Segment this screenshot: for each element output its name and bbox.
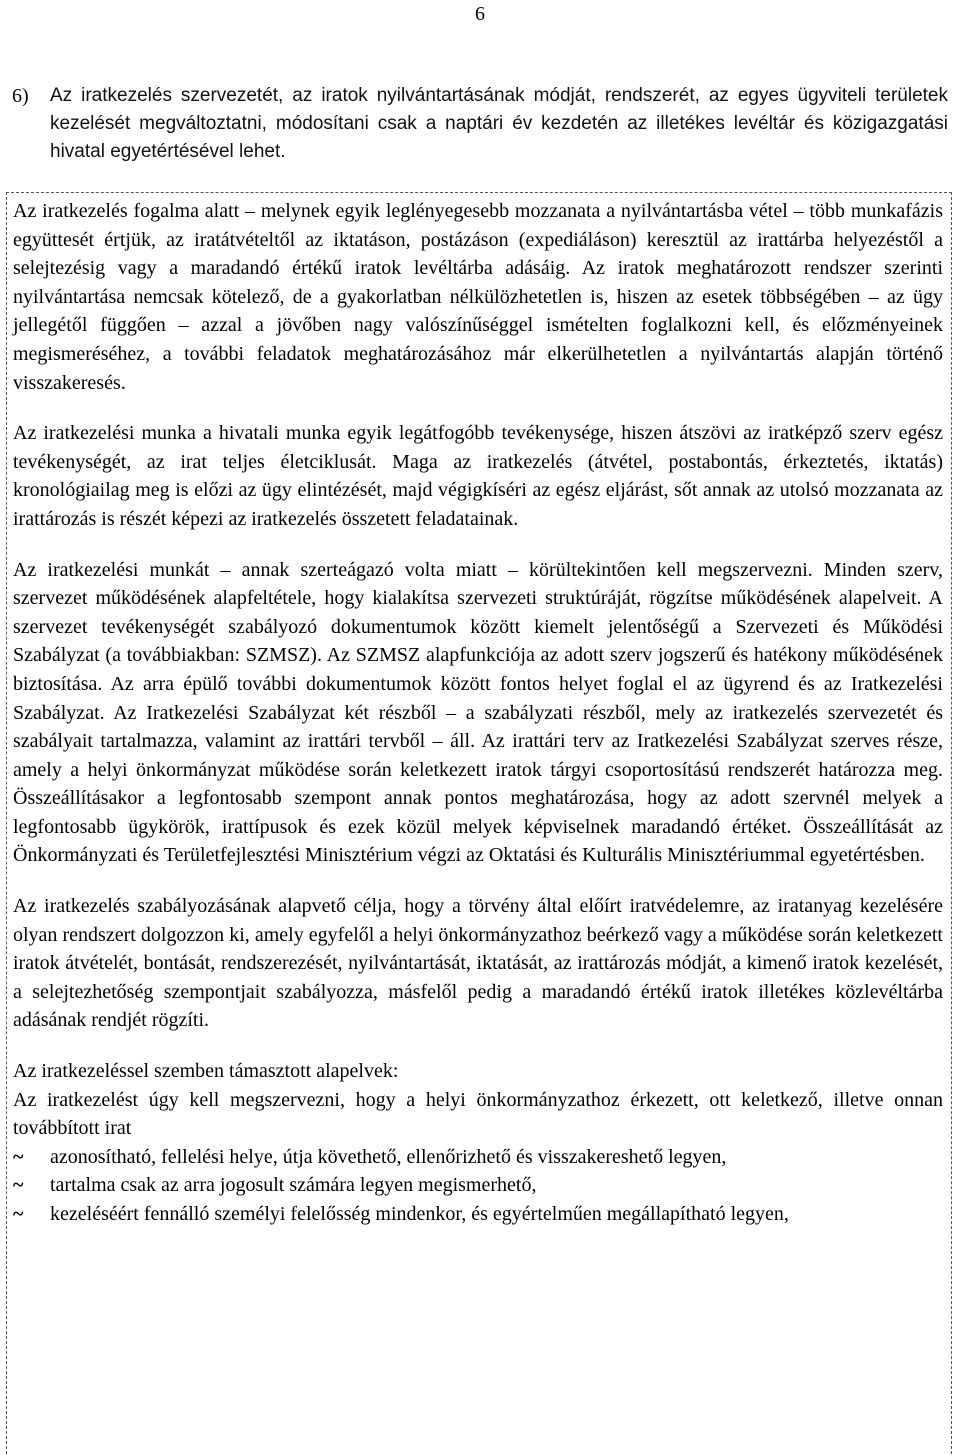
- list-item-text: kezeléséért fennálló személyi felelősség mindenkor, és egyértelműen megállapítható legyen,: [50, 1203, 789, 1225]
- dashed-text-box: [6, 192, 952, 1454]
- principles-heading: Az iratkezeléssel szemben támasztott alapelvek:: [13, 1060, 399, 1083]
- list-item: [13, 1171, 943, 1200]
- paragraph-szabalyozas-celja: Az iratkezelés szabályozásának alapvető célja, hogy a törvény által előírt iratvédelemre, az iratanyag kezelésére olyan rendszert dolgozzon ki, amely egyfelől a helyi önkormányzathoz beérkező vagy a működése során keletkezett iratok átvételét, bontását, rendszerezését, nyilvántartását, iktatását, az irattározás módját, a kimenő iratok kezelését, a selejtezhetőség szempontjait szabályozza, másfelől pedig a maradandó értékű iratok illetékes közlevéltárba adásának rendjét rögzíti.: [13, 895, 943, 1032]
- page-number: 6: [475, 3, 485, 25]
- list-item: [13, 1200, 943, 1229]
- paragraph-szmsz: Az iratkezelési munkát – annak szerteágazó volta miatt – körültekintően kell megszervezni. Minden szerv, szervezet működésének alapfeltétele, hogy kialakítsa szervezeti struktúráját, rögzítse működésének alapelveit. A szervezet tevékenységét szabályozó dokumentumok között kiemelt jelentőségű a Szervezeti és Működési Szabályzat (a továbbiakban: SZMSZ). Az SZMSZ alapfunkciója az adott szerv jogszerű és hatékony működésének biztosítása. Az arra épülő további dokumentumok között fontos helyet foglal el az ügyrend és az Iratkezelési Szabályzat. Az Iratkezelési Szabályzat két részből – a szabályzati részből, mely az iratkezelés szervezetét és szabályait tartalmazza, valamint az irattári tervből – áll. Az irattári terv az Iratkezelési Szabályzat szerves része, amely a helyi önkormányzat működése során keletkezett iratok tárgyi csoportosítású rendszerét határozza meg. Összeállításakor a legfontosabb szempont annak pontos meghatározása, hogy az adott szervnél melyek a legfontosabb ügykörök, irattípusok és ezek közül melyek képviselnek maradandó értéket. Összeállítását az Önkormányzati és Területfejlesztési Minisztérium végzi az Oktatási és Kulturális Minisztériummal egyetértésben.: [13, 558, 943, 867]
- tilde-bullet-icon: ~: [13, 1145, 24, 1168]
- tilde-bullet-icon: ~: [13, 1174, 24, 1197]
- paragraph-iratkezeles-fogalma: Az iratkezelés fogalma alatt – melynek egyik leglényegesebb mozzanata a nyilvántartásba vétel – több munkafázis együttesét értjük, az iratátvételtől az iktatáson, postázáson (expediáláson) keresztül az irattárba helyezéstől a selejtezésig vagy a maradandó értékű iratok levéltárba adásáig. Az iratok meghatározott rendszer szerinti nyilvántartása nemcsak kötelező, de a gyakorlatban nélkülözhetetlen is, hiszen az esetek többségében – az ügy jellegétől függően – azzal a jövőben nagy valószínűséggel ismételten foglalkozni kell, és előzményeinek megismeréséhez, a további feladatok meghatározásához már elkerülhetetlen a nyilvántartás alapján történő visszakeresés.: [13, 200, 943, 394]
- principles-list: [13, 1143, 943, 1229]
- principles-intro: Az iratkezelést úgy kell megszervezni, hogy a helyi önkormányzathoz érkezett, ott keletkező, illetve onnan továbbított irat: [13, 1088, 943, 1140]
- numbered-point-6: [12, 82, 948, 166]
- point-6-text: Az iratkezelés szervezetét, az iratok nyilvántartásának módját, rendszerét, az egyes ügyviteli területek kezelését megváltoztatni, módosítani csak a naptári év kezdetén az illetékes levéltár és közigazgatási hivatal egyetértésével lehet.: [50, 85, 948, 162]
- point-number: 6): [12, 85, 29, 107]
- list-item: [13, 1143, 943, 1172]
- list-item-text: tartalma csak az arra jogosult számára legyen megismerhető,: [50, 1174, 537, 1197]
- tilde-bullet-icon: ~: [13, 1203, 24, 1225]
- list-item-text: azonosítható, fellelési helye, útja követhető, ellenőrizhető és visszakereshető legyen,: [50, 1145, 727, 1168]
- paragraph-iratkezelesi-munka: Az iratkezelési munka a hivatali munka egyik legátfogóbb tevékenysége, hiszen átszövi az iratképző szerv egész tevékenységét, az irat teljes életciklusát. Maga az iratkezelés (átvétel, postabontás, érkeztetés, iktatás) kronológiailag meg is előzi az ügy elintézését, majd végigkíséri az egész eljárást, sőt annak az utolsó mozzanata az irattározás is részét képezi az iratkezelés összetett feladatainak.: [13, 422, 943, 530]
- principles-block: [13, 1057, 943, 1143]
